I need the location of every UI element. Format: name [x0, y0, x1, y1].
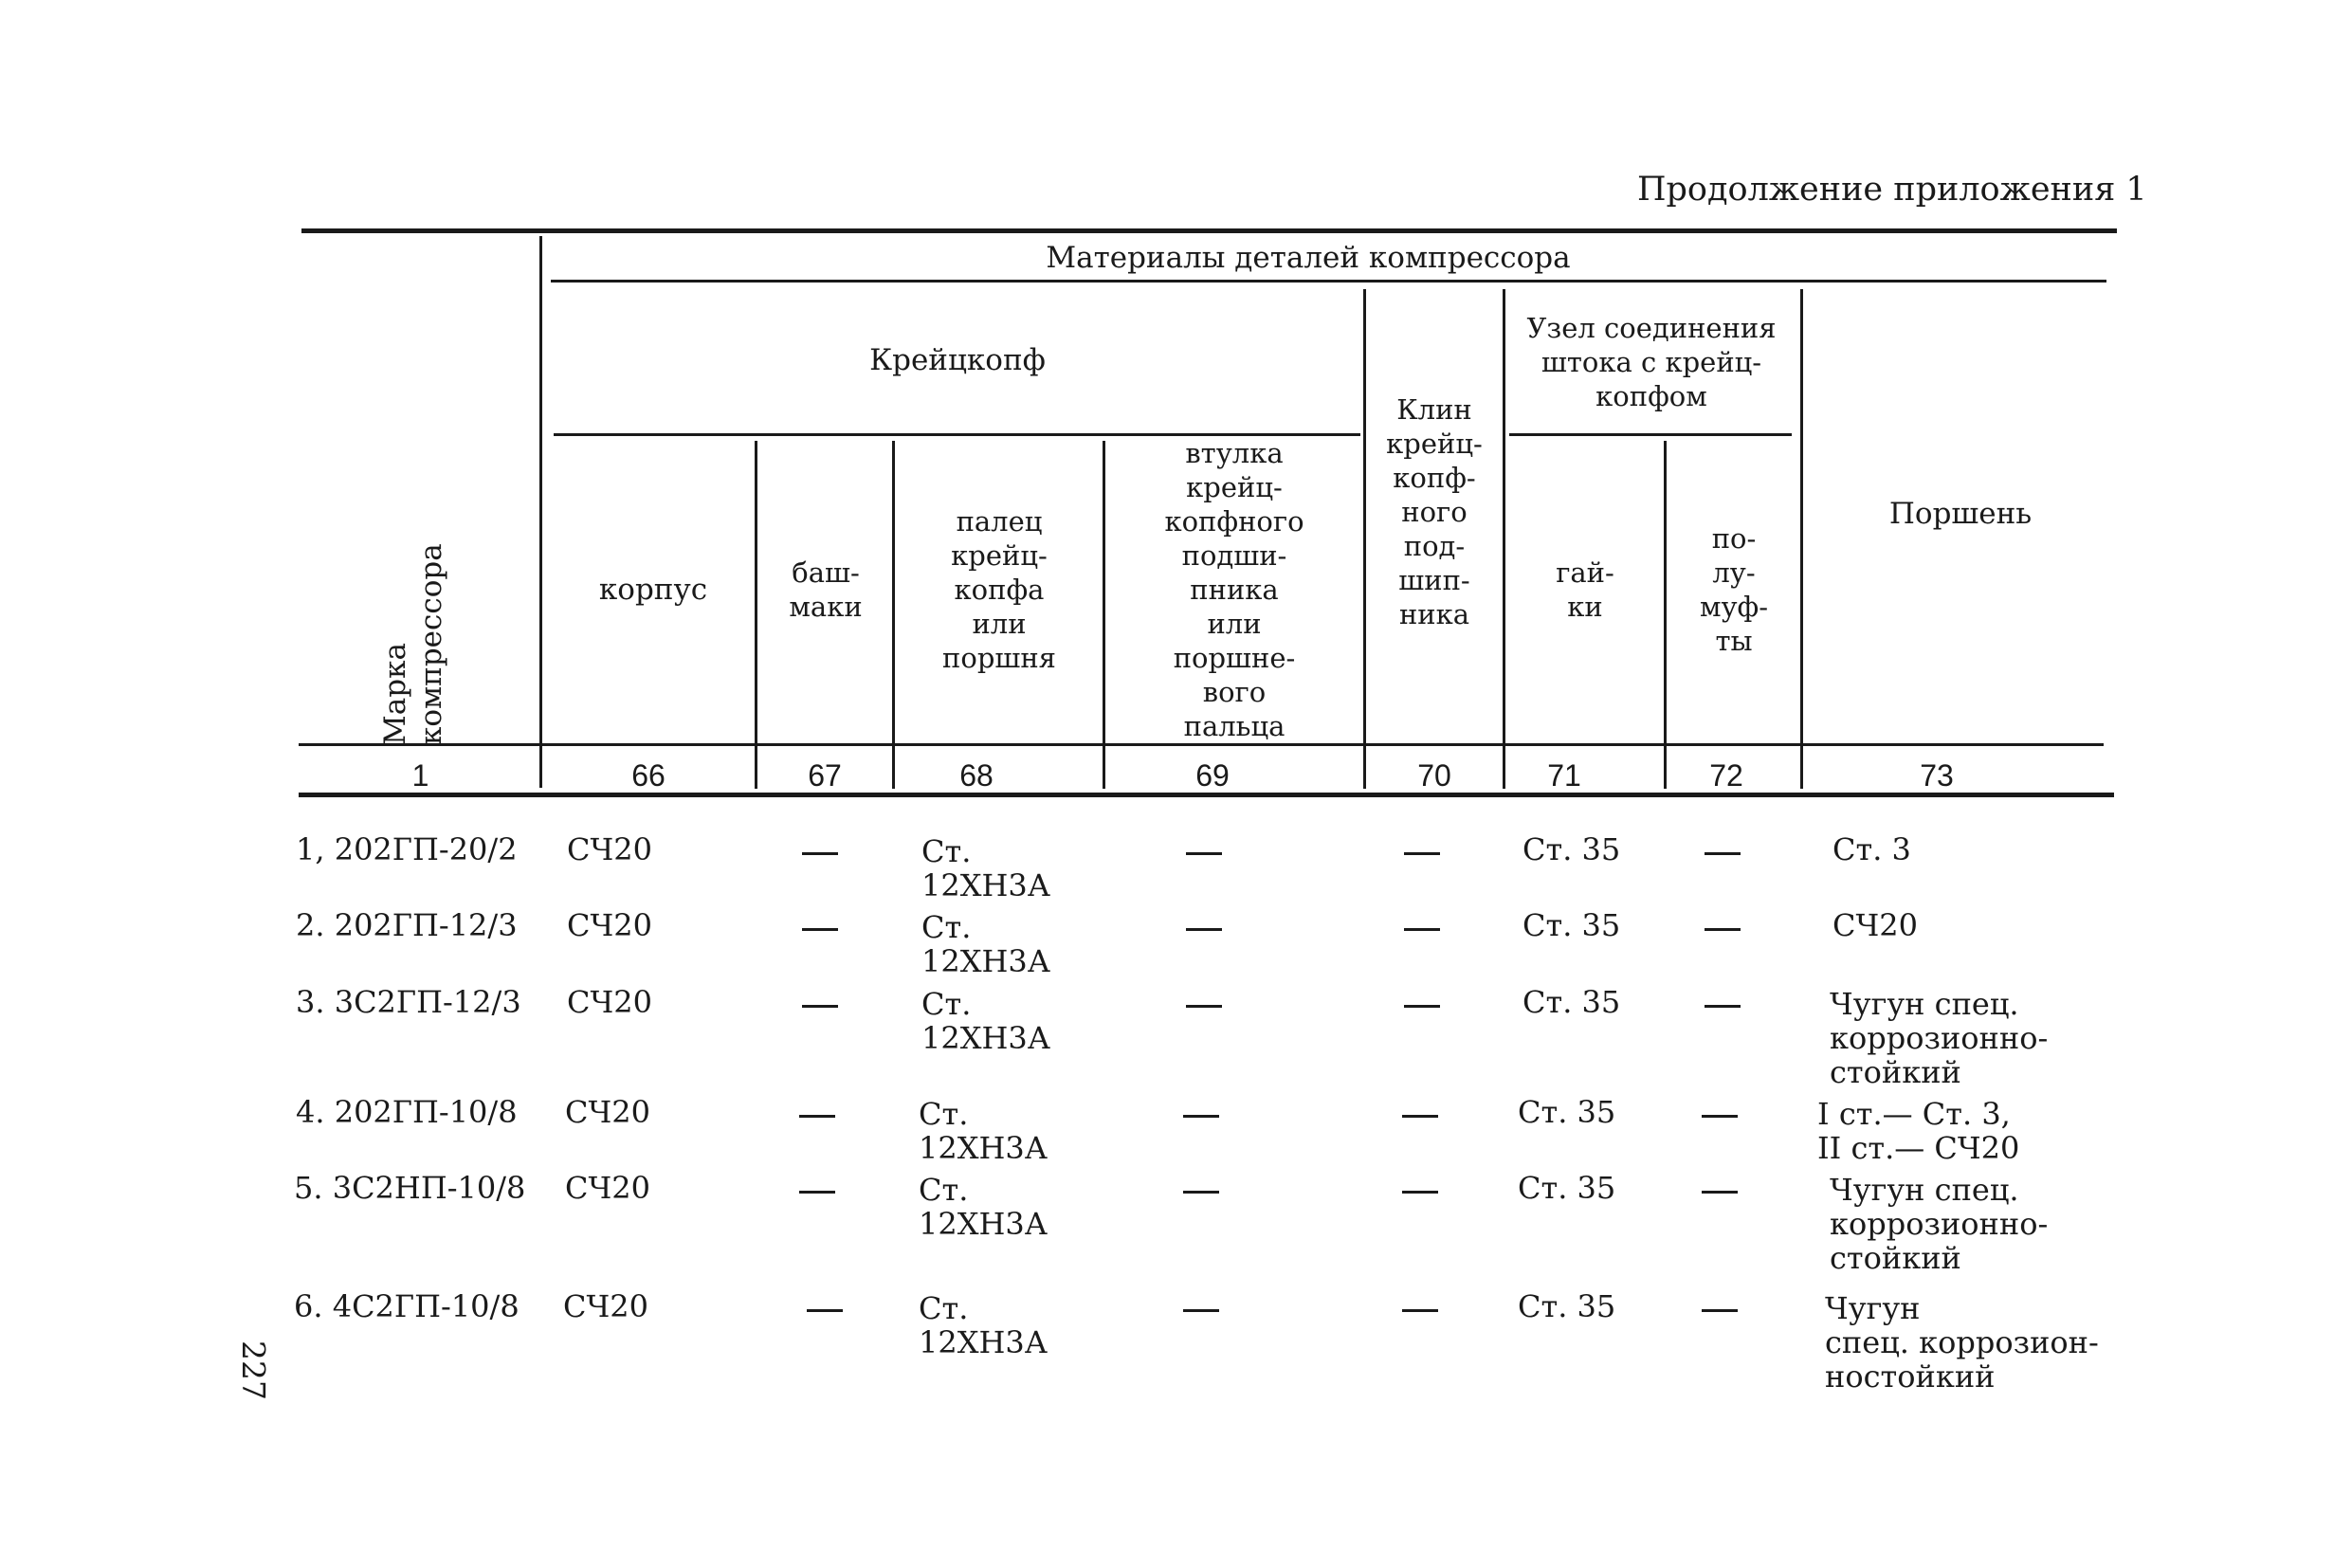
- brand-cell: 2. 202ГП-12/3: [296, 907, 518, 943]
- c66-cell: СЧ20: [567, 984, 652, 1020]
- col-number: 70: [1417, 758, 1451, 793]
- col-number: 71: [1547, 758, 1581, 793]
- page-number: 227: [235, 1340, 272, 1400]
- bush-header: втулка крейц- копфного подши- пника или поршне- вого пальца: [1164, 437, 1304, 742]
- c70-dash: [1402, 1115, 1438, 1118]
- brand-cell: 6. 4С2ГП-10/8: [294, 1288, 520, 1324]
- c71-cell: Ст. 35: [1522, 831, 1621, 867]
- c71-cell: Ст. 35: [1522, 907, 1621, 943]
- brand-header: Марка компрессора: [378, 543, 448, 745]
- c70-dash: [1404, 928, 1440, 931]
- col-number: 66: [631, 758, 665, 793]
- body-header: корпус: [598, 573, 708, 607]
- halfcouplings-header: по- лу- муф- ты: [1699, 522, 1769, 657]
- c67-dash: [802, 1005, 838, 1008]
- brand-cell: 4. 202ГП-10/8: [296, 1094, 518, 1130]
- c66-cell: СЧ20: [565, 1094, 650, 1130]
- col-number: 69: [1195, 758, 1230, 793]
- c66-cell: СЧ20: [567, 831, 652, 867]
- shoes-header: баш- маки: [789, 556, 863, 623]
- c72-dash: [1705, 852, 1741, 855]
- brand-cell: 5. 3С2НП-10/8: [294, 1170, 526, 1206]
- c73-cell: СЧ20: [1832, 907, 1918, 943]
- continuation-note: Продолжение приложения 1: [1637, 171, 2147, 209]
- c67-dash: [799, 1191, 835, 1194]
- joint-rule: [1509, 433, 1792, 436]
- c73-cell: Чугун спец. коррозионно- стойкий: [1830, 1172, 2049, 1276]
- c67-dash: [802, 928, 838, 931]
- col-number: 72: [1709, 758, 1743, 793]
- c70-dash: [1404, 852, 1440, 855]
- col-number: 73: [1920, 758, 1954, 793]
- c68-cell: Ст. 12ХН3А: [921, 986, 1050, 1056]
- c70-dash: [1402, 1191, 1438, 1194]
- c69-dash: [1186, 928, 1222, 931]
- nuts-header: гай- ки: [1556, 556, 1614, 623]
- c68-cell: Ст. 12ХН3А: [919, 1290, 1048, 1360]
- c66-cell: СЧ20: [565, 1170, 650, 1206]
- group-header-rule: [551, 280, 2106, 283]
- c69-dash: [1183, 1191, 1219, 1194]
- c73-cell: I ст.— Ст. 3, II ст.— СЧ20: [1817, 1096, 2020, 1166]
- table-top-rule: [301, 228, 2117, 233]
- c69-dash: [1183, 1115, 1219, 1118]
- c72-dash: [1702, 1309, 1738, 1312]
- col-divider-71: [1503, 289, 1505, 789]
- c71-cell: Ст. 35: [1518, 1170, 1616, 1206]
- c71-cell: Ст. 35: [1522, 984, 1621, 1020]
- c72-dash: [1702, 1115, 1738, 1118]
- col-number: 1: [411, 758, 429, 793]
- col-number: 67: [808, 758, 842, 793]
- piston-header: Поршень: [1888, 497, 2033, 531]
- c73-cell: Чугун спец. коррозионно- стойкий: [1830, 986, 2049, 1090]
- c69-dash: [1186, 1005, 1222, 1008]
- c72-dash: [1702, 1191, 1738, 1194]
- brand-cell: 1, 202ГП-20/2: [296, 831, 518, 867]
- c67-dash: [799, 1115, 835, 1118]
- c68-cell: Ст. 12ХН3А: [919, 1096, 1048, 1166]
- c72-dash: [1705, 1005, 1741, 1008]
- c68-cell: Ст. 12ХН3А: [921, 909, 1050, 979]
- c66-cell: СЧ20: [567, 907, 652, 943]
- c72-dash: [1705, 928, 1741, 931]
- col-divider-brand: [539, 236, 542, 788]
- c69-dash: [1183, 1309, 1219, 1312]
- wedge-header: Клин крейц- копф- ного под- шип- ника: [1386, 393, 1483, 630]
- c67-dash: [807, 1309, 843, 1312]
- brand-cell: 3. 3С2ГП-12/3: [296, 984, 521, 1020]
- c68-cell: Ст. 12ХН3А: [921, 833, 1050, 903]
- c73-cell: Ст. 3: [1832, 831, 1911, 867]
- header-bottom-rule: [299, 743, 2104, 746]
- c70-dash: [1404, 1005, 1440, 1008]
- c70-dash: [1402, 1309, 1438, 1312]
- c71-cell: Ст. 35: [1518, 1094, 1616, 1130]
- c66-cell: СЧ20: [563, 1288, 648, 1324]
- group-header: Материалы деталей компрессора: [1046, 241, 1571, 275]
- col-number: 68: [959, 758, 994, 793]
- c73-cell: Чугун спец. коррозион- ностойкий: [1825, 1290, 2099, 1395]
- c69-dash: [1186, 852, 1222, 855]
- c67-dash: [802, 852, 838, 855]
- c68-cell: Ст. 12ХН3А: [919, 1172, 1048, 1242]
- crosshead-header: Крейцкопф: [869, 343, 1046, 377]
- joint-header: Узел соединения штока с крейц- копфом: [1526, 312, 1777, 412]
- pin-header: палец крейц- копфа или поршня: [942, 505, 1056, 674]
- c71-cell: Ст. 35: [1518, 1288, 1616, 1324]
